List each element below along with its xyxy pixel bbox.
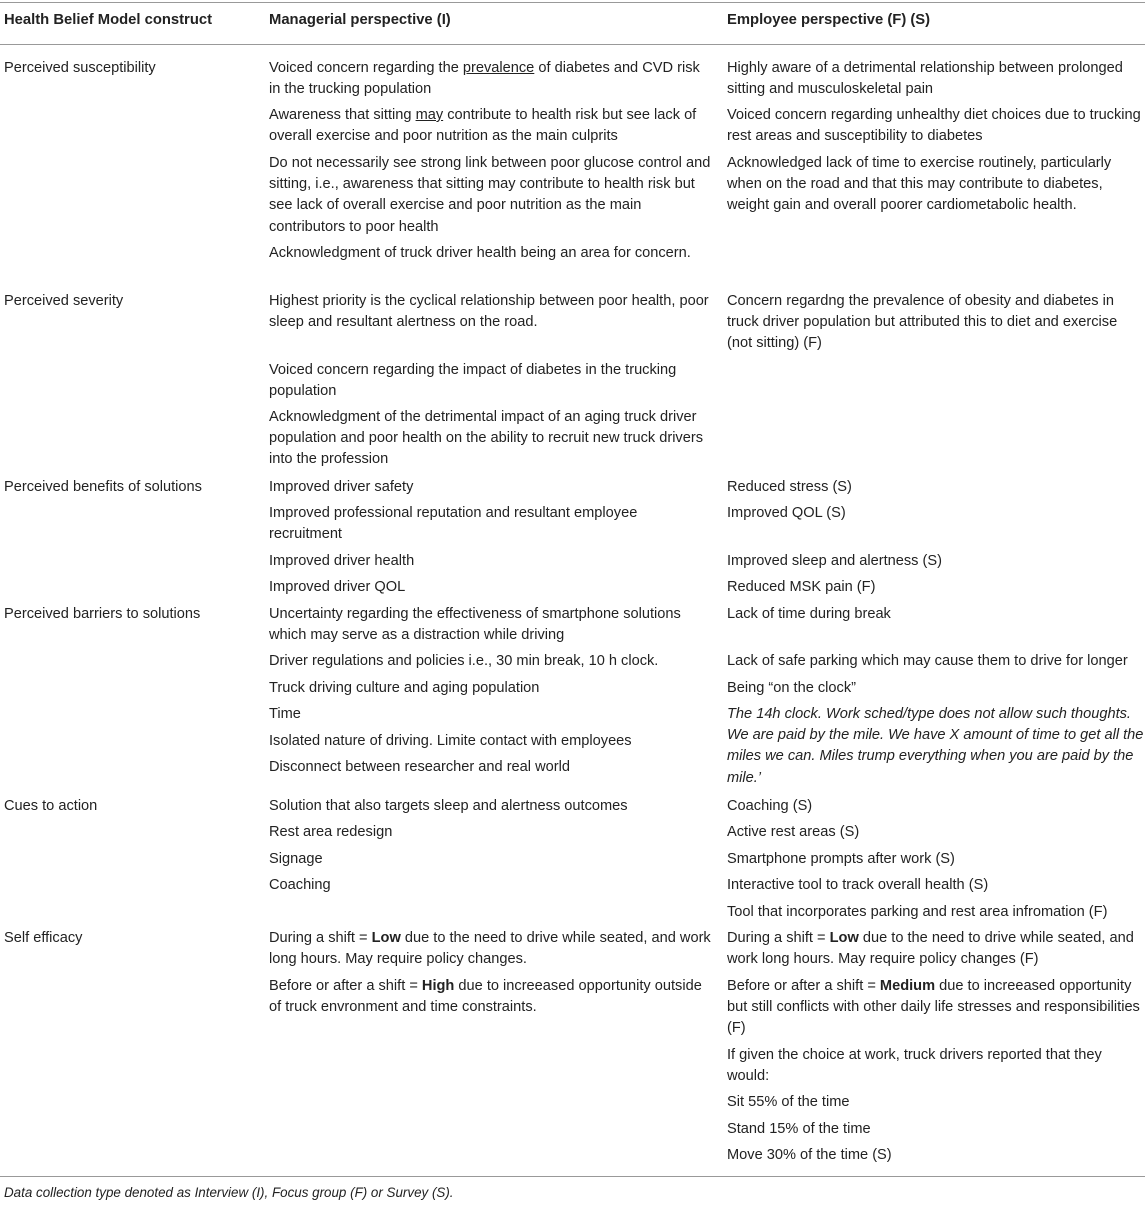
header-construct: Health Belief Model construct [4,12,213,28]
table-footnote: Data collection type denoted as Interview (I), Focus group (F) or Survey (S). [4,1185,454,1200]
managerial-item: Voiced concern regarding the impact of diabetes in the trucking population [269,362,677,400]
managerial-item: Rest area redesign [269,824,393,840]
employee-item: Lack of time during break [727,606,891,622]
construct-label: Perceived severity [4,293,124,309]
managerial-item: Coaching [269,877,331,893]
managerial-item: Solution that also targets sleep and alertness outcomes [269,798,628,814]
managerial-item: During a shift = Low due to the need to drive while seated, and work long hours. May require policy changes. [269,930,711,968]
employee-item: If given the choice at work, truck drivers reported that they would: [727,1047,1102,1085]
employee-item: Reduced MSK pain (F) [727,579,876,595]
header-employee: Employee perspective (F) (S) [727,12,931,28]
header-rule [0,44,1145,45]
construct-label: Perceived benefits of solutions [4,479,202,495]
employee-item: Improved sleep and alertness (S) [727,553,942,569]
construct-label: Self efficacy [4,930,83,946]
managerial-item: Before or after a shift = High due to increeased opportunity outside of truck envronment and time constraints. [269,978,702,1016]
managerial-item: Isolated nature of driving. Limite contact with employees [269,733,632,749]
employee-item: During a shift = Low due to the need to drive while seated, and work long hours. May require policy changes (F) [727,930,1134,968]
employee-item: Voiced concern regarding unhealthy diet choices due to trucking rest areas and susceptibility to diabetes [727,107,1141,145]
employee-item: Before or after a shift = Medium due to increeased opportunity but still conflicts with other daily life stresses and responsibilities (F) [727,978,1140,1037]
managerial-item: Signage [269,851,323,867]
header-managerial: Managerial perspective (I) [269,12,451,28]
employee-item: Acknowledged lack of time to exercise routinely, particularly when on the road and that this may contribute to diabetes, weight gain and overall poorer cardiometabolic health. [727,155,1112,214]
managerial-item: Improved professional reputation and resultant employee recruitment [269,505,638,543]
managerial-item: Voiced concern regarding the prevalence of diabetes and CVD risk in the trucking population [269,60,700,98]
construct-label: Cues to action [4,798,98,814]
employee-item: Improved QOL (S) [727,505,846,521]
managerial-item: Truck driving culture and aging population [269,680,540,696]
managerial-item: Improved driver health [269,553,415,569]
managerial-item: Awareness that sitting may contribute to health risk but see lack of overall exercise and poor nutrition as the main culprits [269,107,697,145]
employee-item: Coaching (S) [727,798,813,814]
construct-label: Perceived barriers to solutions [4,606,201,622]
managerial-item: Improved driver QOL [269,579,406,595]
employee-item: Highly aware of a detrimental relationship between prolonged sitting and musculoskeletal pain [727,60,1123,98]
emphasis-value: Low [371,930,401,946]
managerial-item: Improved driver safety [269,479,414,495]
emphasis-value: Low [829,930,859,946]
managerial-item: Disconnect between researcher and real world [269,759,570,775]
managerial-item: Highest priority is the cyclical relationship between poor health, poor sleep and resultant alertness on the road. [269,293,709,331]
employee-item: Move 30% of the time (S) [727,1147,892,1163]
emphasis-value: High [421,978,455,994]
managerial-item: Driver regulations and policies i.e., 30 min break, 10 h clock. [269,653,659,669]
employee-item: Lack of safe parking which may cause them to drive for longer [727,653,1128,669]
employee-item: Tool that incorporates parking and rest area infromation (F) [727,904,1108,920]
managerial-item: Acknowledgment of truck driver health being an area for concern. [269,245,691,261]
construct-label: Perceived susceptibility [4,60,156,76]
table-bottom-rule [0,1176,1145,1177]
table-top-rule [0,2,1145,3]
managerial-item: Do not necessarily see strong link between poor glucose control and sitting, i.e., awareness that sitting may contribute to health risk but see lack of overall exercise and poor nutrition as the main contributors to poor health [269,155,711,235]
employee-item: Sit 55% of the time [727,1094,850,1110]
employee-item: Interactive tool to track overall health (S) [727,877,989,893]
emphasis-value: Medium [879,978,936,994]
employee-quote: The 14h clock. Work sched/type does not allow such thoughts. We are paid by the mile. We have X amount of time to get all the miles we can. Miles trump everything when you are paid by the mile.’ [727,706,1144,786]
managerial-item: Uncertainty regarding the effectiveness of smartphone solutions which may serve as a distraction while driving [269,606,681,644]
employee-item: Stand 15% of the time [727,1121,871,1137]
employee-item: Active rest areas (S) [727,824,860,840]
managerial-item: Time [269,706,301,722]
employee-item: Being “on the clock” [727,680,856,696]
employee-item: Reduced stress (S) [727,479,852,495]
employee-item: Smartphone prompts after work (S) [727,851,955,867]
managerial-item: Acknowledgment of the detrimental impact of an aging truck driver population and poor health on the ability to recruit new truck drivers into the profession [269,409,704,468]
employee-item: Concern regardng the prevalence of obesity and diabetes in truck driver population but attributed this to diet and exercise (not sitting) (F) [727,293,1118,352]
